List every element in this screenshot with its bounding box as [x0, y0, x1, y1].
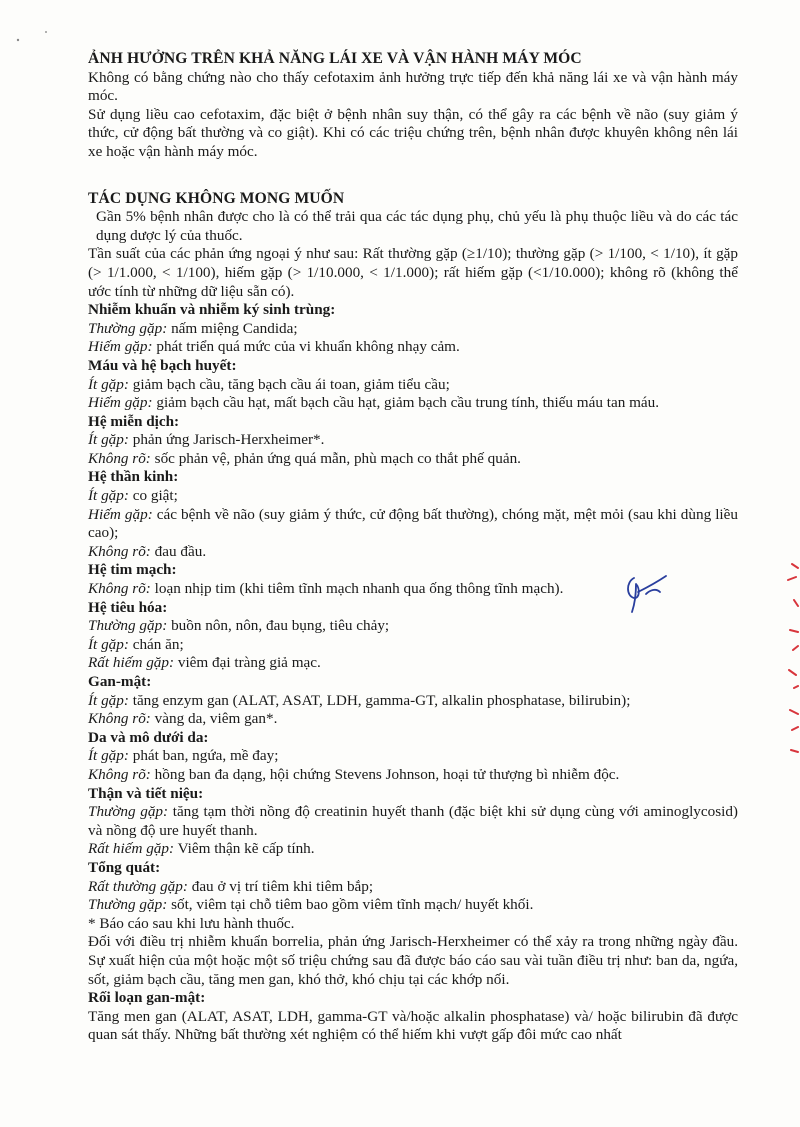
list-item	[88, 654, 738, 673]
frequency-label: Không rõ:	[88, 542, 151, 560]
list-item	[88, 431, 738, 450]
effect-text: phát ban, ngứa, mề đay;	[128, 747, 279, 765]
red-stamp-edge	[778, 560, 800, 760]
handwritten-signature	[622, 568, 672, 616]
frequency-label: Rất hiếm gặp:	[88, 654, 175, 672]
effect-text: phản ứng Jarisch-Herxheimer*.	[128, 431, 325, 449]
list-item	[88, 543, 738, 562]
list-item	[88, 747, 738, 766]
list-item	[88, 878, 738, 897]
list-item	[88, 338, 738, 357]
list-item	[88, 487, 738, 506]
effect-text: vàng da, viêm gan*.	[150, 710, 278, 728]
effect-text: loạn nhịp tim (khi tiêm tĩnh mạch nhanh qua ống thông tĩnh mạch).	[150, 580, 564, 598]
frequency-label: Rất thường gặp:	[88, 877, 188, 895]
effect-text: các bệnh về não (suy giảm ý thức, cử động bất thường), chóng mặt, mệt mỏi (sau khi dùng liều cao);	[88, 505, 738, 542]
section-title-driving: ẢNH HƯỞNG TRÊN KHẢ NĂNG LÁI XE VÀ VẬN HÀNH MÁY MÓC	[88, 50, 582, 67]
effect-text: giảm bạch cầu, tăng bạch cầu ái toan, giảm tiểu cầu;	[128, 375, 450, 393]
subsection-title: Hệ thần kinh:	[88, 468, 179, 486]
frequency-label: Thường gặp:	[88, 803, 169, 821]
frequency-label: Ít gặp:	[88, 747, 129, 765]
frequency-label: Thường gặp:	[88, 896, 168, 914]
list-item	[88, 376, 738, 395]
list-item	[88, 896, 738, 915]
effect-text: Viêm thận kẽ cấp tính.	[174, 840, 315, 858]
effect-text: sốc phản vệ, phản ứng quá mẫn, phù mạch co thắt phế quản.	[150, 449, 521, 467]
subsection-title: Nhiễm khuẩn và nhiễm ký sinh trùng:	[88, 301, 336, 319]
frequency-label: Không rõ:	[88, 765, 151, 783]
subsection-title: Hệ tim mạch:	[88, 561, 177, 579]
paragraph: Không có bằng chứng nào cho thấy cefotaxim ảnh hưởng trực tiếp đến khả năng lái xe và vận hành máy móc.	[88, 68, 738, 105]
paragraph: Tần suất của các phản ứng ngoại ý như sau: Rất thường gặp (≥1/10); thường gặp (> 1/100, < 1/10), ít gặp (> 1/1.000, < 1/100), hiếm gặp (> 1/10.000, < 1/1.000); rất hiếm gặp (<1/10.000); không rõ (không thể ước tính từ những dữ liệu sẵn có).	[88, 245, 738, 300]
list-item	[88, 506, 738, 543]
frequency-label: Không rõ:	[88, 449, 151, 467]
paragraph: Sử dụng liều cao cefotaxim, đặc biệt ở bệnh nhân suy thận, có thể gây ra các bệnh về não (suy giảm ý thức, cử động bất thường và co giật). Khi có các triệu chứng trên, bệnh nhân được khuyên không nên lái xe hoặc vận hành máy móc.	[88, 105, 738, 160]
subsection-title: Hệ tiêu hóa:	[88, 598, 168, 616]
section-title-side-effects: TÁC DỤNG KHÔNG MONG MUỐN	[88, 189, 345, 207]
subsection-title: Thận và tiết niệu:	[88, 784, 204, 802]
document-page	[88, 50, 738, 1045]
effect-text: nấm miệng Candida;	[167, 319, 298, 337]
effect-text: đau ở vị trí tiêm khi tiêm bắp;	[187, 877, 374, 895]
frequency-label: Rất hiếm gặp:	[88, 840, 175, 858]
effect-text: đau đầu.	[150, 542, 207, 560]
frequency-label: Ít gặp:	[88, 375, 129, 393]
frequency-label: Hiếm gặp:	[88, 394, 153, 412]
paragraph: Gần 5% bệnh nhân được cho là có thể trải qua các tác dụng phụ, chủ yếu là phụ thuộc liều và do các tác dụng dược lý của thuốc.	[96, 208, 738, 244]
subsection-title: Rối loạn gan-mật:	[88, 989, 206, 1007]
scan-speck	[14, 28, 54, 48]
effect-text: tăng tạm thời nồng độ creatinin huyết thanh (đặc biệt khi sử dụng cùng với aminoglycosid) và nồng độ ure huyết thanh.	[88, 803, 738, 839]
list-item	[88, 320, 738, 339]
frequency-label: Ít gặp:	[88, 431, 129, 449]
subsection-title: Hệ miễn dịch:	[88, 412, 180, 430]
effect-text: co giật;	[128, 487, 178, 505]
effect-text: viêm đại tràng giả mạc.	[174, 654, 321, 672]
subsection-title: Da và mô dưới da:	[88, 728, 209, 746]
frequency-label: Ít gặp:	[88, 487, 129, 505]
frequency-label: Không rõ:	[88, 710, 151, 728]
frequency-label: Không rõ:	[88, 580, 151, 598]
subsection-title: Tổng quát:	[88, 858, 161, 876]
frequency-label: Thường gặp:	[88, 617, 168, 635]
list-item	[88, 840, 738, 859]
subsection-title: Gan-mật:	[88, 673, 152, 690]
frequency-label: Ít gặp:	[88, 635, 129, 653]
frequency-label: Ít gặp:	[88, 691, 129, 709]
list-item	[88, 803, 738, 840]
effect-text: hồng ban đa dạng, hội chứng Stevens Johnson, hoại tử thượng bì nhiễm độc.	[150, 765, 620, 783]
effect-text: sốt, viêm tại chỗ tiêm bao gồm viêm tĩnh mạch/ huyết khối.	[167, 896, 534, 914]
footnote: * Báo cáo sau khi lưu hành thuốc.	[88, 914, 295, 932]
list-item	[88, 692, 738, 711]
list-item	[88, 617, 738, 636]
effect-text: buồn nôn, nôn, đau bụng, tiêu chảy;	[167, 617, 390, 635]
paragraph: Tăng men gan (ALAT, ASAT, LDH, gamma-GT và/hoặc alkalin phosphatase) và/ hoặc bilirubin đã được quan sát thấy. Những bất thường xét nghiệm có thể hiếm khi vượt gấp đôi mức cao nhất	[88, 1007, 738, 1044]
frequency-label: Hiếm gặp:	[88, 505, 153, 523]
frequency-label: Thường gặp:	[88, 319, 168, 337]
effect-text: tăng enzym gan (ALAT, ASAT, LDH, gamma-GT, alkalin phosphatase, bilirubin);	[128, 691, 631, 709]
frequency-label: Hiếm gặp:	[88, 338, 153, 356]
list-item	[88, 394, 738, 413]
effect-text: giảm bạch cầu hạt, mất bạch cầu hạt, giảm bạch cầu trung tính, thiếu máu tan máu.	[152, 394, 660, 412]
paragraph: Đối với điều trị nhiễm khuẩn borrelia, phản ứng Jarisch-Herxheimer có thể xảy ra trong những ngày đầu. Sự xuất hiện của một hoặc một số triệu chứng sau đã được báo cáo sau vài tuần điều trị như: ban da, ngứa, sốt, giảm bạch cầu, tăng men gan, khó thở, khó chịu tại các khớp nối.	[88, 933, 738, 988]
list-item	[88, 636, 738, 655]
list-item	[88, 710, 738, 729]
list-item	[88, 766, 738, 785]
subsection-title: Máu và hệ bạch huyết:	[88, 356, 237, 374]
list-item	[88, 450, 738, 469]
effect-text: chán ăn;	[128, 635, 184, 653]
effect-text: phát triển quá mức của vi khuẩn không nhạy cảm.	[152, 338, 460, 356]
